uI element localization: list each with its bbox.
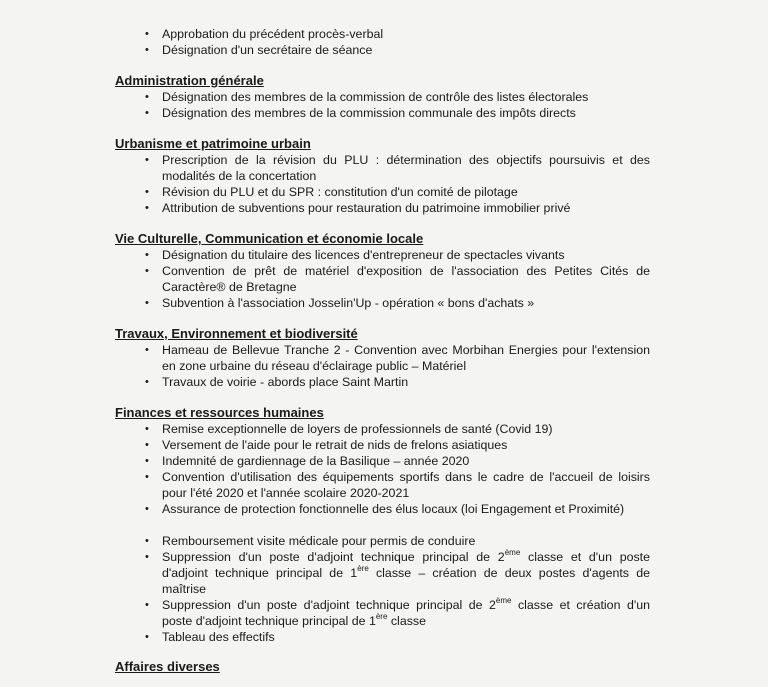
section-title-administration: Administration générale [115,73,264,88]
list-item: • Approbation du précédent procès-verbal [145,27,384,41]
list-item: • Travaux de voirie - abords place Saint Martin [145,375,409,389]
list-item: • Suppression d'un poste d'adjoint technique principal de 2ème classe et d'un poste d'adjoint technique principal de 1ère classe – création de deux postes d'agents de maîtrise [145,547,651,596]
list-item: • Désignation d'un secrétaire de séance [145,43,373,57]
list-item: • Convention d'utilisation des équipements sportifs dans le cadre de l'accueil de loisirs pour l'été 2020 et l'année scolaire 2020-2021 [145,470,650,500]
bullet-icon: • [145,107,149,119]
section-title-divers: Affaires diverses [115,659,220,674]
list-item: • Subvention à l'association Josselin'Up - opération « bons d'achats » [145,296,535,310]
bullet-icon: • [145,154,149,166]
section-title-urbanisme: Urbanisme et patrimoine urbain [115,136,311,151]
bullet-icon: • [145,186,149,198]
bullet-icon: • [145,503,149,515]
list-item: • Assurance de protection fonctionnelle des élus locaux (loi Engagement et Proximité) [145,502,625,516]
section-title-travaux: Travaux, Environnement et biodiversité [115,326,358,341]
bullet-icon: • [145,44,149,56]
list-item: • Révision du PLU et du SPR : constitution d'un comité de pilotage [145,185,518,199]
list-item: • Hameau de Bellevue Tranche 2 - Convention avec Morbihan Energies pour l'extension en zone urbaine du réseau d'éclairage public – Matériel [145,343,650,373]
list-item: • Prescription de la révision du PLU : détermination des objectifs poursuivis et des modalités de la concertation [145,153,650,183]
bullet-icon: • [145,297,149,309]
bullet-icon: • [145,455,149,467]
bullet-icon: • [145,471,149,483]
bullet-icon: • [145,376,149,388]
bullet-icon: • [145,423,149,435]
bullet-icon: • [145,91,149,103]
list-item: • Suppression d'un poste d'adjoint technique principal de 2ème classe et création d'un poste d'adjoint technique principal de 1ère classe [145,595,650,628]
list-item: • Remboursement visite médicale pour permis de conduire [145,534,476,548]
list-item: • Désignation des membres de la commission de contrôle des listes électorales [145,90,589,104]
list-item: • Remise exceptionnelle de loyers de professionnels de santé (Covid 19) [145,422,553,436]
list-item: • Désignation des membres de la commission communale des impôts directs [145,106,576,120]
bullet-icon: • [145,249,149,261]
section-title-finances: Finances et ressources humaines [115,405,324,420]
list-item: • Tableau des effectifs [145,630,275,644]
bullet-icon: • [145,631,149,643]
bullet-icon: • [145,28,149,40]
bullet-icon: • [145,599,149,611]
section-title-culture: Vie Culturelle, Communication et économie locale [115,231,424,246]
list-item: • Attribution de subventions pour restauration du patrimoine immobilier privé [145,201,571,215]
list-item: • Indemnité de gardiennage de la Basilique – année 2020 [145,454,470,468]
bullet-icon: • [145,344,149,356]
bullet-icon: • [145,535,149,547]
list-item: • Désignation du titulaire des licences d'entrepreneur de spectacles vivants [145,248,565,262]
bullet-icon: • [145,202,149,214]
bullet-icon: • [145,439,149,451]
list-item: • Versement de l'aide pour le retrait de nids de frelons asiatiques [145,438,508,452]
list-item: • Convention de prêt de matériel d'exposition de l'association des Petites Cités de Caractère® de Bretagne [145,264,650,294]
bullet-icon: • [145,551,149,563]
bullet-icon: • [145,265,149,277]
